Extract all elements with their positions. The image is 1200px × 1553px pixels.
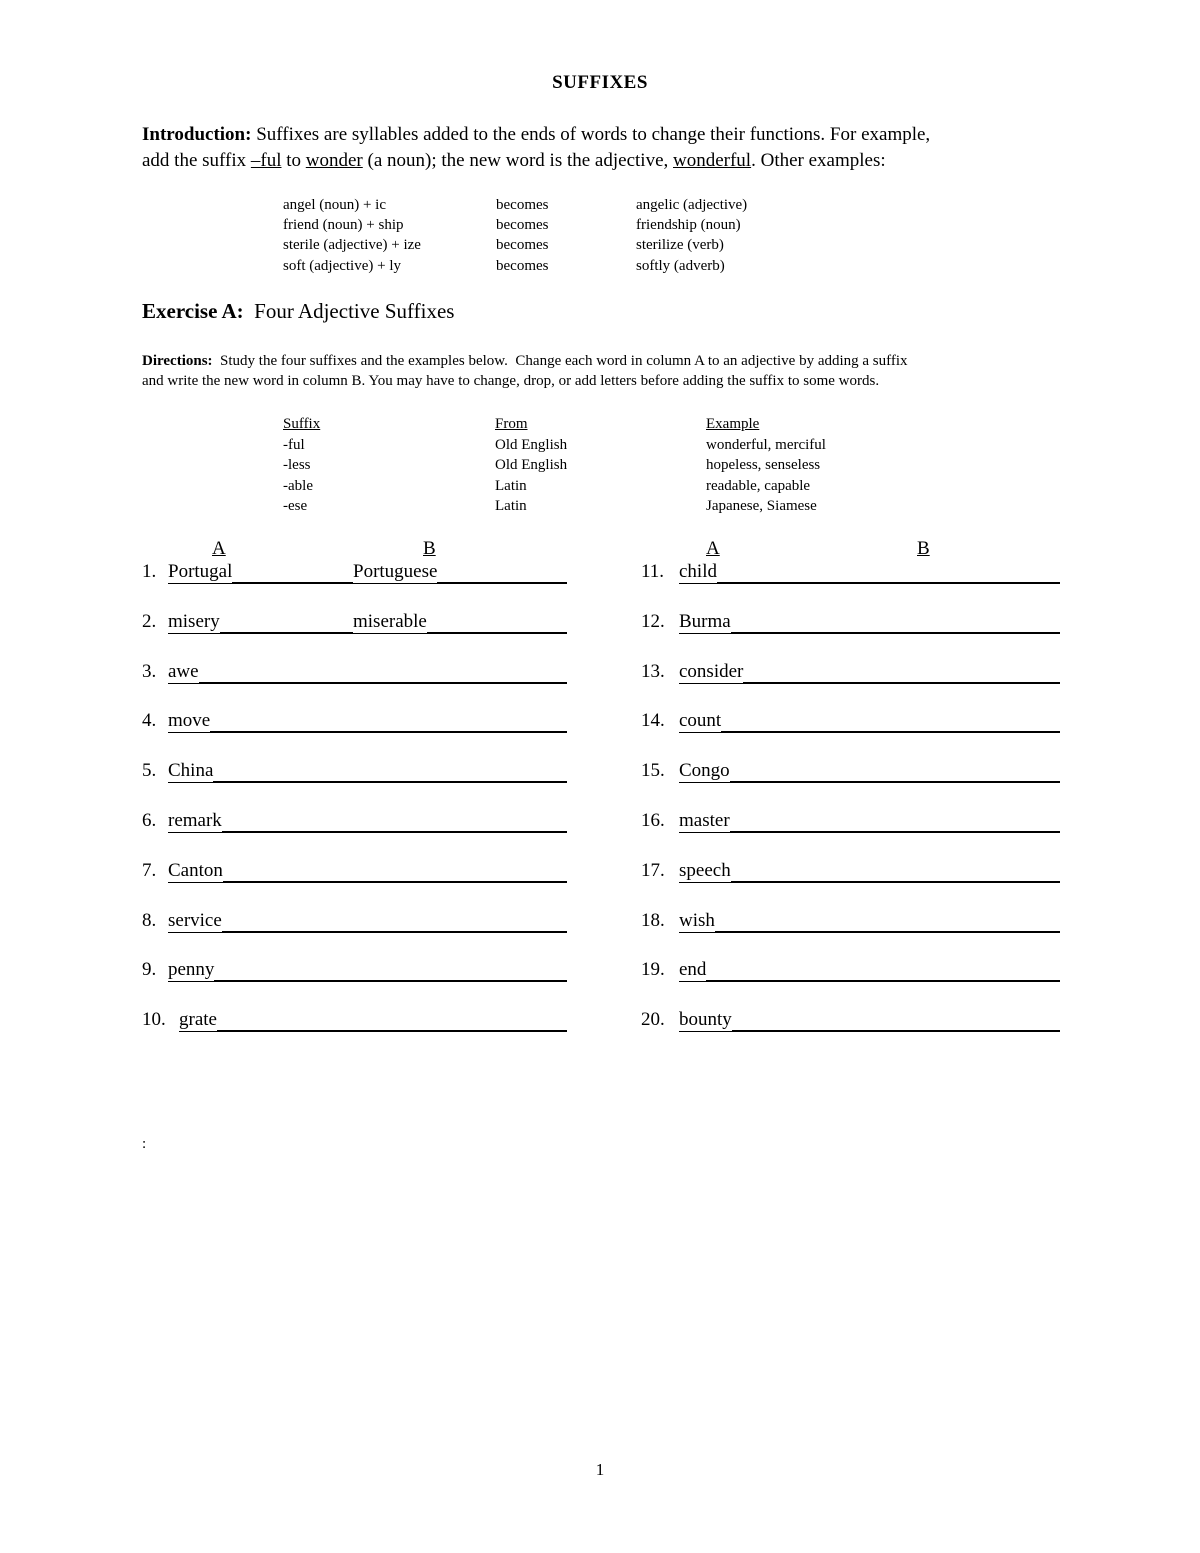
example-cell: Japanese, Siamese bbox=[706, 498, 817, 514]
question-word: move bbox=[168, 710, 211, 731]
intro-word-wonderful: wonderful bbox=[673, 150, 752, 171]
question-word: penny bbox=[168, 959, 215, 980]
intro-label: Introduction: bbox=[142, 124, 252, 145]
question-word: service bbox=[168, 910, 222, 931]
question-number: 13. bbox=[641, 661, 665, 682]
suffix-table-header: From bbox=[495, 416, 528, 432]
question-word: Portugal bbox=[168, 561, 233, 582]
suffix-cell: -ful bbox=[283, 437, 305, 453]
question-word: misery bbox=[168, 611, 220, 632]
question-number: 12. bbox=[641, 611, 665, 632]
example-right: softly (adverb) bbox=[636, 258, 725, 274]
question-word: count bbox=[679, 710, 722, 731]
question-word: Congo bbox=[679, 760, 730, 781]
exercise-heading bbox=[142, 299, 454, 324]
question-number: 5. bbox=[142, 760, 157, 781]
example-right: friendship (noun) bbox=[636, 217, 741, 233]
answer-line[interactable] bbox=[168, 682, 567, 684]
column-a-header: A bbox=[706, 538, 720, 559]
question-number: 9. bbox=[142, 959, 157, 980]
answer-line[interactable] bbox=[679, 781, 1060, 783]
intro-line-2 bbox=[142, 148, 1062, 174]
question-word: bounty bbox=[679, 1009, 732, 1030]
question-number: 4. bbox=[142, 710, 157, 731]
answer-line[interactable] bbox=[679, 632, 1060, 634]
directions-label: Directions: bbox=[142, 353, 213, 369]
question-word: grate bbox=[179, 1009, 217, 1030]
example-mid: becomes bbox=[496, 237, 549, 253]
question-number: 1. bbox=[142, 561, 157, 582]
question-word: Burma bbox=[679, 611, 731, 632]
answer-line[interactable] bbox=[679, 1030, 1060, 1032]
example-right: angelic (adjective) bbox=[636, 197, 748, 213]
intro-text-2c: (a noun); the new word is the adjective, bbox=[362, 150, 673, 171]
answer-line[interactable] bbox=[168, 831, 567, 833]
example-left: angel (noun) + ic bbox=[283, 197, 387, 213]
question-word: speech bbox=[679, 860, 731, 881]
example-left: sterile (adjective) + ize bbox=[283, 237, 421, 253]
origin-cell: Latin bbox=[495, 478, 527, 494]
example-left: friend (noun) + ship bbox=[283, 217, 404, 233]
question-word: China bbox=[168, 760, 214, 781]
stray-mark: : bbox=[142, 1136, 147, 1152]
origin-cell: Latin bbox=[495, 498, 527, 514]
intro-text-2b: to bbox=[281, 150, 306, 171]
question-number: 10. bbox=[142, 1009, 166, 1030]
answer-line[interactable] bbox=[679, 980, 1060, 982]
question-number: 7. bbox=[142, 860, 157, 881]
answer-line[interactable] bbox=[179, 1030, 567, 1032]
directions-line-2: and write the new word in column B. You may have to change, drop, or add letters before adding the suffix to some words. bbox=[142, 373, 880, 389]
intro-text-2a: add the suffix bbox=[142, 150, 251, 171]
example-mid: becomes bbox=[496, 197, 549, 213]
answer-line[interactable] bbox=[168, 881, 567, 883]
page-title: SUFFIXES bbox=[552, 72, 648, 93]
question-word: end bbox=[679, 959, 707, 980]
intro-word-wonder: wonder bbox=[305, 150, 363, 171]
example-right: sterilize (verb) bbox=[636, 237, 724, 253]
exercise-label: Exercise A: bbox=[142, 299, 244, 323]
question-word: master bbox=[679, 810, 730, 831]
question-number: 14. bbox=[641, 710, 665, 731]
exercise-title: Four Adjective Suffixes bbox=[243, 299, 455, 323]
question-word: remark bbox=[168, 810, 222, 831]
example-mid: becomes bbox=[496, 217, 549, 233]
suffix-cell: -able bbox=[283, 478, 313, 494]
suffix-table-header: Example bbox=[706, 416, 760, 432]
intro-text-1: Suffixes are syllables added to the ends of words to change their functions. For example, bbox=[251, 124, 931, 145]
question-number: 19. bbox=[641, 959, 665, 980]
suffix-table-header: Suffix bbox=[283, 416, 321, 432]
example-cell: readable, capable bbox=[706, 478, 811, 494]
intro-suffix: –ful bbox=[250, 150, 282, 171]
answer-line[interactable] bbox=[168, 731, 567, 733]
answer-line[interactable] bbox=[168, 931, 567, 933]
directions-text-1: Study the four suffixes and the examples below. Change each word in column A to an adjective by adding a suffix bbox=[212, 353, 908, 369]
answer-line[interactable] bbox=[168, 980, 567, 982]
suffix-cell: -less bbox=[283, 457, 311, 473]
question-word: Canton bbox=[168, 860, 223, 881]
answer-line[interactable] bbox=[679, 831, 1060, 833]
answer-line[interactable] bbox=[679, 881, 1060, 883]
page-number: 1 bbox=[595, 1460, 605, 1479]
question-word: child bbox=[679, 561, 717, 582]
answer-line[interactable] bbox=[679, 582, 1060, 584]
answer-text: Portuguese bbox=[353, 561, 438, 582]
answer-text: miserable bbox=[353, 611, 427, 632]
suffix-cell: -ese bbox=[283, 498, 308, 514]
column-b-header: B bbox=[917, 538, 930, 559]
origin-cell: Old English bbox=[495, 437, 568, 453]
question-number: 17. bbox=[641, 860, 665, 881]
example-left: soft (adjective) + ly bbox=[283, 258, 402, 274]
question-number: 3. bbox=[142, 661, 157, 682]
question-number: 16. bbox=[641, 810, 665, 831]
answer-line[interactable] bbox=[679, 931, 1060, 933]
directions-line-1 bbox=[142, 351, 1062, 371]
answer-line[interactable] bbox=[679, 731, 1060, 733]
answer-line[interactable] bbox=[168, 781, 567, 783]
question-number: 8. bbox=[142, 910, 157, 931]
example-cell: hopeless, senseless bbox=[706, 457, 821, 473]
example-mid: becomes bbox=[496, 258, 549, 274]
question-word: consider bbox=[679, 661, 744, 682]
question-number: 11. bbox=[641, 561, 665, 582]
question-number: 15. bbox=[641, 760, 665, 781]
column-b-header: B bbox=[423, 538, 436, 559]
question-number: 2. bbox=[142, 611, 157, 632]
question-number: 20. bbox=[641, 1009, 665, 1030]
question-word: awe bbox=[168, 661, 199, 682]
question-number: 18. bbox=[641, 910, 665, 931]
question-number: 6. bbox=[142, 810, 157, 831]
question-word: wish bbox=[679, 910, 715, 931]
intro-text-2d: . Other examples: bbox=[751, 150, 886, 171]
origin-cell: Old English bbox=[495, 457, 568, 473]
column-a-header: A bbox=[212, 538, 226, 559]
example-cell: wonderful, merciful bbox=[706, 437, 826, 453]
intro-line-1 bbox=[142, 122, 1062, 148]
